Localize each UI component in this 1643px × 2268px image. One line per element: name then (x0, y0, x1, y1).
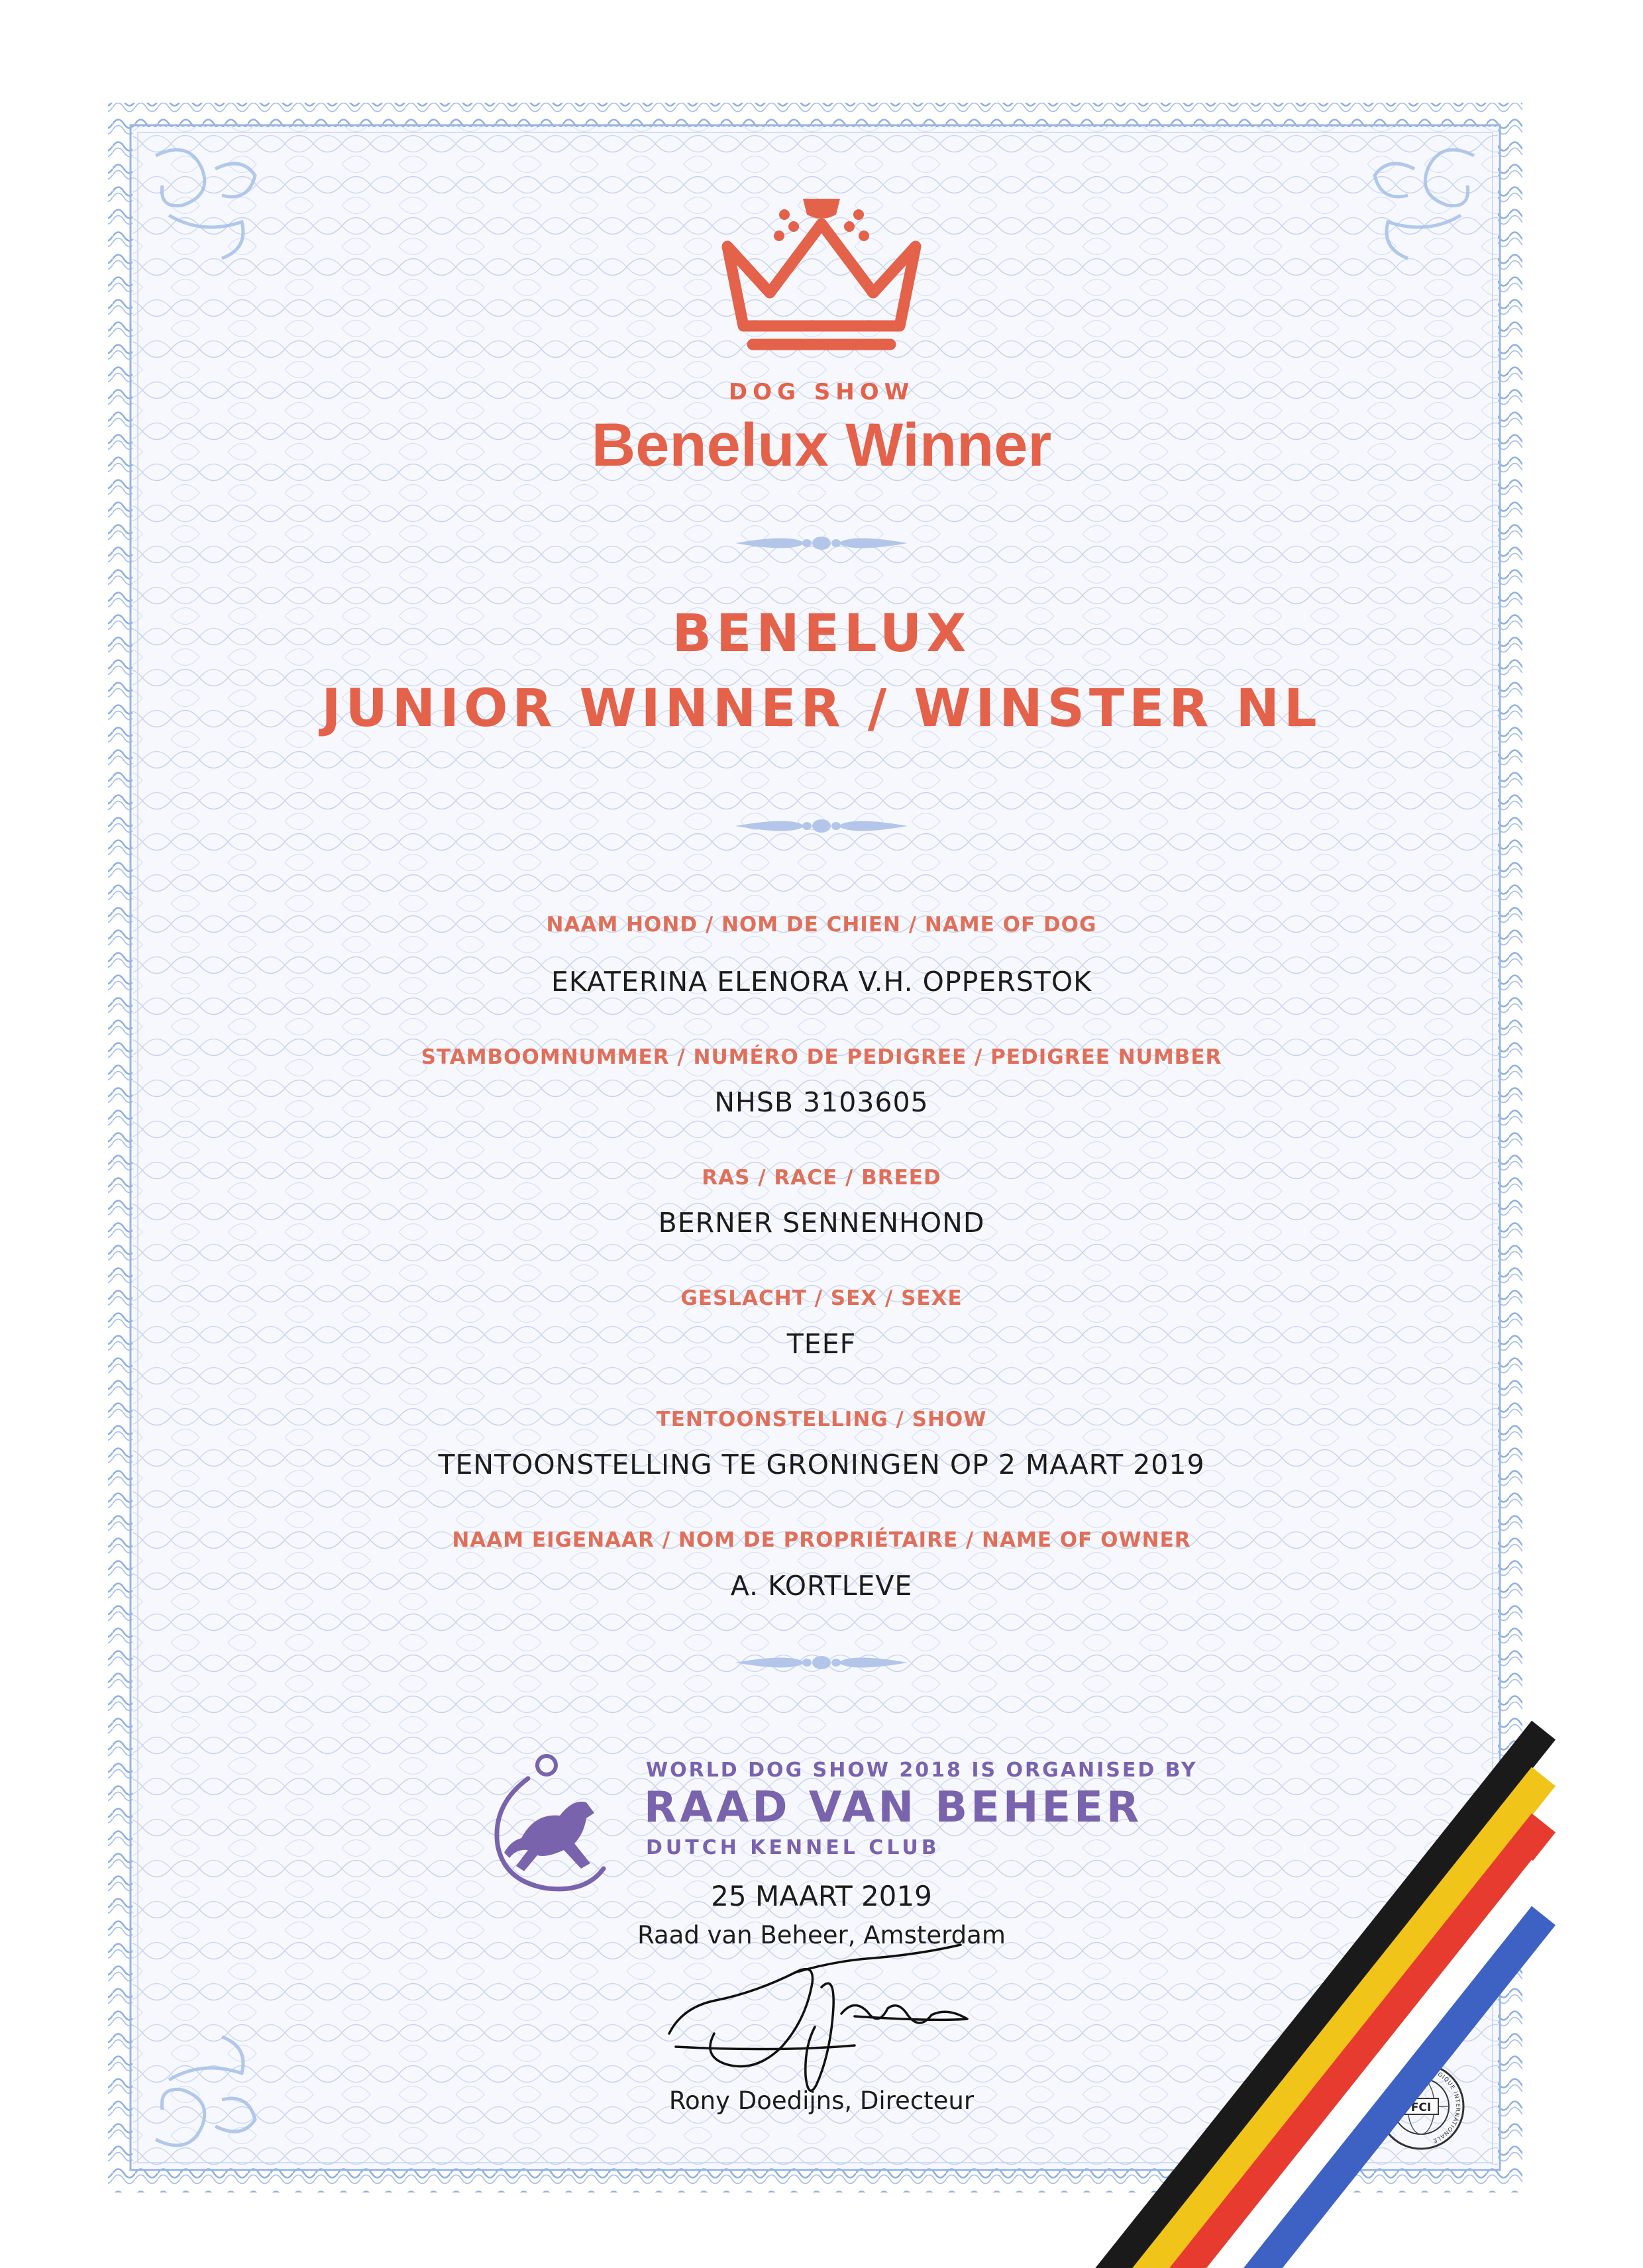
sex-label: GESLACHT / SEX / SEXE (680, 1286, 963, 1310)
sex-value: TEEF (786, 1328, 857, 1360)
issue-place: Raad van Beheer, Amsterdam (637, 1921, 1006, 1949)
organiser-name: RAAD VAN BEHEER (644, 1783, 1143, 1832)
dog-name-value: EKATERINA ELENORA V.H. OPPERSTOK (551, 966, 1092, 998)
brand-title: Benelux Winner (591, 411, 1052, 479)
jumping-dog-logo-icon (487, 1752, 619, 1898)
dog-show-kicker: DOG SHOW (728, 379, 915, 405)
owner-value: A. KORTLEVE (730, 1570, 913, 1602)
signature (656, 1934, 1000, 2093)
award-title-line-1: BENELUX (672, 604, 971, 664)
breed-label: RAS / RACE / BREED (702, 1166, 941, 1190)
owner-label: NAAM EIGENAAR / NOM DE PROPRIÉTAIRE / NAME OF OWNER (452, 1528, 1191, 1552)
flag-ribbon-icon (1053, 1716, 1557, 2268)
dog-name-label: NAAM HOND / NOM DE CHIEN / NAME OF DOG (546, 913, 1097, 937)
fci-seal-ring-text: FEDERATION CYNOLOGIQUE INTERNATIONALE (1381, 2066, 1461, 2144)
show-value: TENTOONSTELLING TE GRONINGEN OP 2 MAART 2019 (438, 1449, 1205, 1480)
pedigree-number-value: NHSB 3103605 (714, 1086, 929, 1118)
signatory-name: Rony Doedijns, Directeur (668, 2087, 975, 2115)
organiser-intro: WORLD DOG SHOW 2018 IS ORGANISED BY (646, 1759, 1198, 1782)
organiser-subtitle: DUTCH KENNEL CLUB (646, 1836, 940, 1859)
show-label: TENTOONSTELLING / SHOW (656, 1408, 987, 1431)
issue-date: 25 MAART 2019 (711, 1880, 932, 1912)
award-title-line-2: JUNIOR WINNER / WINSTER NL (321, 679, 1322, 739)
fci-seal-center-text: FCI (1410, 2101, 1432, 2114)
crown-icon (716, 185, 928, 358)
breed-value: BERNER SENNENHOND (658, 1207, 985, 1239)
pedigree-number-label: STAMBOOMNUMMER / NUMÉRO DE PEDIGREE / PEDIGREE NUMBER (421, 1045, 1222, 1069)
